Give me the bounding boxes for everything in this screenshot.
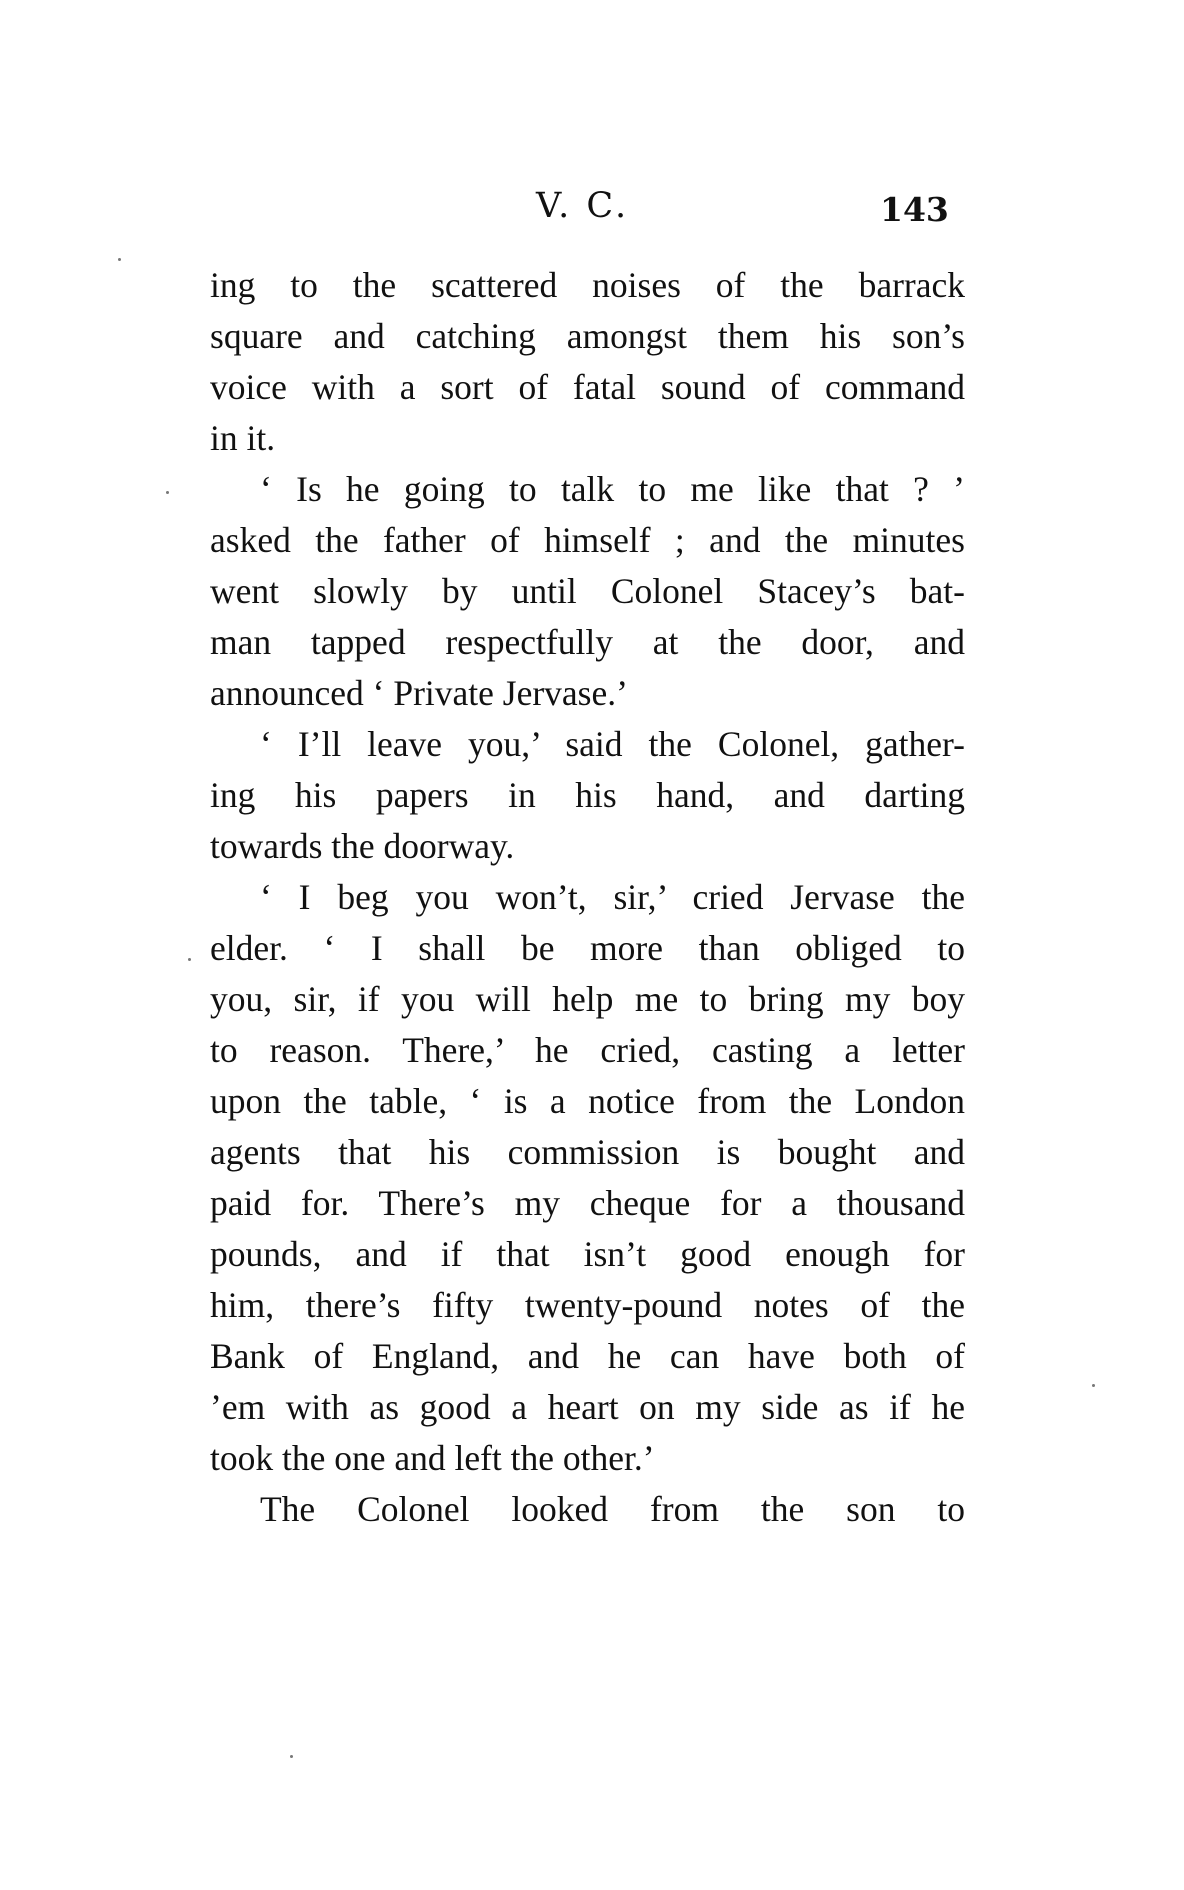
text-line: went slowly by until Colonel Stacey’s bat- bbox=[210, 571, 965, 611]
text-line: paid for. There’s my cheque for a thousand bbox=[210, 1183, 965, 1223]
text-line: ‘ I beg you won’t, sir,’ cried Jervase the bbox=[260, 877, 965, 917]
text-line: announced ‘ Private Jervase.’ bbox=[210, 673, 628, 713]
text-line: asked the father of himself ; and the minutes bbox=[210, 520, 965, 560]
text-line: man tapped respectfully at the door, and bbox=[210, 622, 965, 662]
text-line: you, sir, if you will help me to bring my boy bbox=[210, 979, 965, 1019]
scan-speck bbox=[166, 491, 169, 494]
text-line: The Colonel looked from the son to bbox=[260, 1489, 965, 1529]
text-line: square and catching amongst them his son’s bbox=[210, 316, 965, 356]
text-line: ing to the scattered noises of the barrack bbox=[210, 265, 965, 305]
text-line: agents that his commission is bought and bbox=[210, 1132, 965, 1172]
text-line: to reason. There,’ he cried, casting a letter bbox=[210, 1030, 965, 1070]
scan-speck bbox=[188, 958, 191, 961]
page-number: 143 bbox=[880, 190, 949, 229]
scan-speck bbox=[1092, 1384, 1095, 1387]
text-line: pounds, and if that isn’t good enough for bbox=[210, 1234, 965, 1274]
text-line: elder. ‘ I shall be more than obliged to bbox=[210, 928, 965, 968]
text-line: in it. bbox=[210, 418, 276, 458]
text-line: voice with a sort of fatal sound of command bbox=[210, 367, 965, 407]
text-line: ‘ Is he going to talk to me like that ? ’ bbox=[260, 469, 965, 509]
text-line: ing his papers in his hand, and darting bbox=[210, 775, 965, 815]
text-line: took the one and left the other.’ bbox=[210, 1438, 655, 1478]
text-line: ’em with as good a heart on my side as if he bbox=[210, 1387, 965, 1427]
body-text bbox=[210, 260, 965, 1535]
text-line: Bank of England, and he can have both of bbox=[210, 1336, 965, 1376]
scan-speck bbox=[118, 258, 121, 261]
text-line: ‘ I’ll leave you,’ said the Colonel, gather- bbox=[260, 724, 965, 764]
text-line: towards the doorway. bbox=[210, 826, 515, 866]
running-head bbox=[0, 186, 1184, 236]
running-title: V. C. bbox=[536, 186, 630, 226]
text-line: him, there’s fifty twenty-pound notes of the bbox=[210, 1285, 965, 1325]
scan-speck bbox=[290, 1755, 293, 1758]
text-line: upon the table, ‘ is a notice from the London bbox=[210, 1081, 965, 1121]
